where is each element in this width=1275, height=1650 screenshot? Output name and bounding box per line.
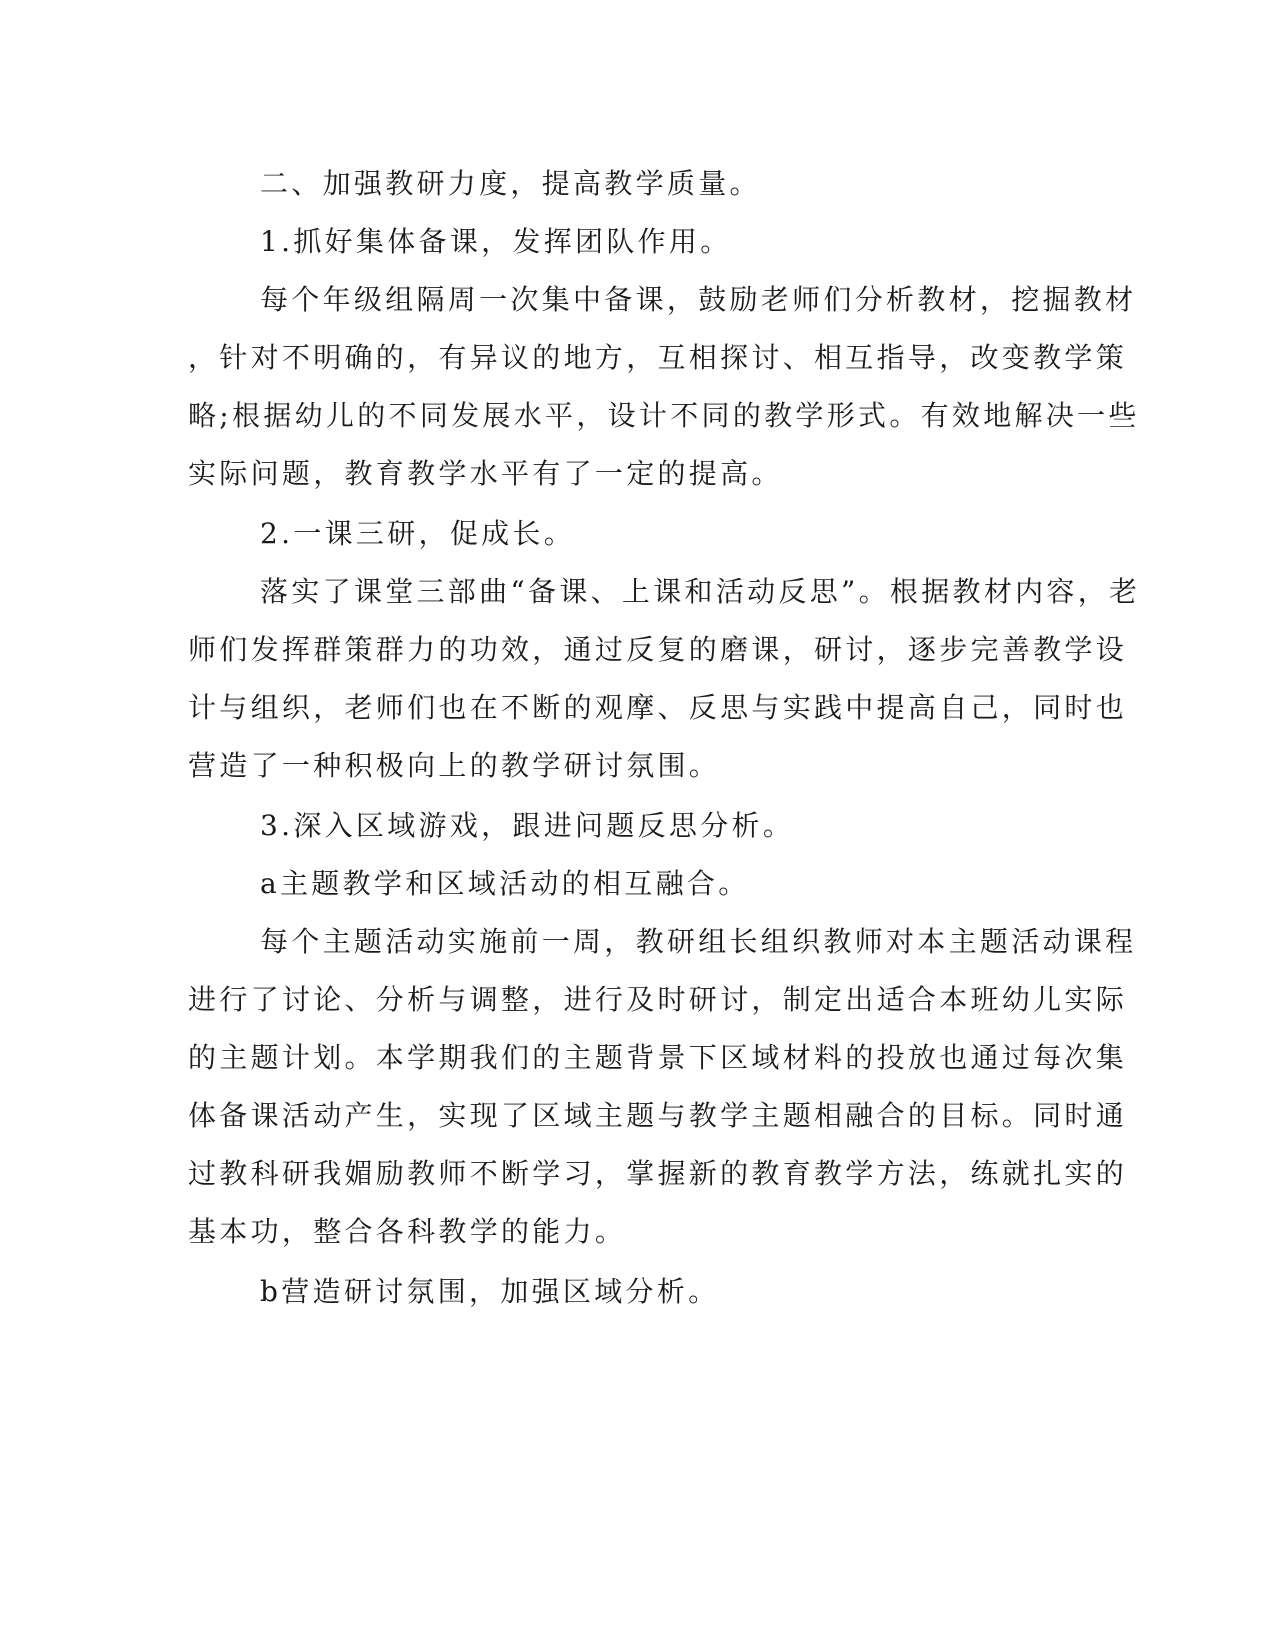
paragraph-line: ，针对不明确的，有异议的地方，互相探讨、相互指导，改变教学策 [188,341,1128,374]
subsection-heading-1: 1.抓好集体备课，发挥团队作用。 [260,225,732,258]
paragraph-line: 体备课活动产生，实现了区域主题与教学主题相融合的目标。同时通 [188,1099,1128,1132]
paragraph-line: 计与组织，老师们也在不断的观摩、反思与实践中提高自己，同时也 [188,691,1128,724]
paragraph-line: 每个主题活动实施前一周，教研组长组织教师对本主题活动课程 [260,925,1137,958]
paragraph-line: 过教科研我媚励教师不断学习，掌握新的教育教学方法，练就扎实的 [188,1157,1128,1190]
paragraph-line: 每个年级组隔周一次集中备课，鼓励老师们分析教材，挖掘教材 [260,283,1137,316]
paragraph-line: 师们发挥群策群力的功效，通过反复的磨课，研讨，逐步完善教学设 [188,633,1128,666]
paragraph-line: 实际问题，教育教学水平有了一定的提高。 [188,457,783,490]
subitem-heading-b: b营造研讨氛围，加强区域分析。 [260,1275,720,1308]
paragraph-line: 进行了讨论、分析与调整，进行及时研讨，制定出适合本班幼儿实际 [188,983,1128,1016]
subitem-heading-a: a主题教学和区域活动的相互融合。 [260,867,750,900]
subsection-heading-2: 2.一课三研，促成长。 [260,517,576,550]
paragraph-line: 的主题计划。本学期我们的主题背景下区域材料的投放也通过每次集 [188,1041,1128,1074]
paragraph-line: 落实了课堂三部曲“备课、上课和活动反思”。根据教材内容，老 [260,575,1141,608]
paragraph-line: 营造了一种积极向上的教学研讨氛围。 [188,749,721,782]
subsection-heading-3: 3.深入区域游戏，跟进问题反思分析。 [260,809,795,842]
paragraph-line: 基本功，整合各科教学的能力。 [188,1215,627,1248]
paragraph-line: 略;根据幼儿的不同发展水平，设计不同的教学形式。有效地解决一些 [188,399,1140,432]
section-heading: 二、加强教研力度，提高教学质量。 [260,167,761,200]
